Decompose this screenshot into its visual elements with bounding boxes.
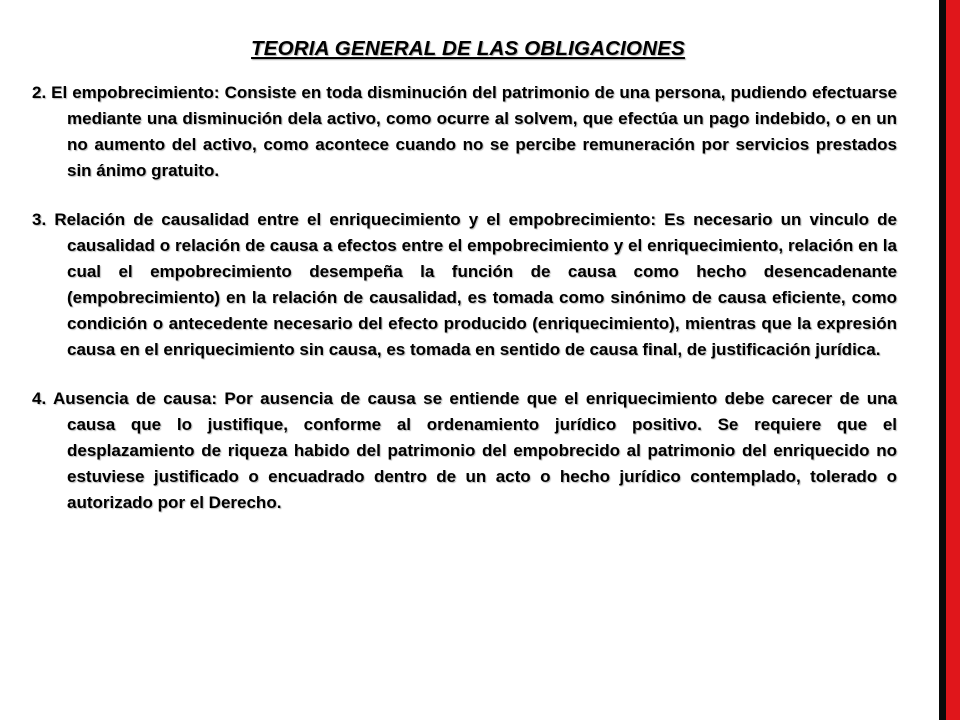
slide-body [32,80,897,539]
paragraph-relacion-causalidad: 3. Relación de causalidad entre el enriquecimiento y el empobrecimiento: Es necesario un vinculo de causalidad o relación de causa a efectos entre el empobrecimiento y el enriquecimiento, relación en la cual el empobrecimiento desempeña la función de causa como hecho desencadenante (empobrecimiento) en la relación de causalidad, es tomada como sinónimo de causa eficiente, como condición o antecedente necesario del efecto producido (enriquecimiento), mientras que la expresión causa en el enriquecimiento sin causa, es tomada en sentido de causa final, de justificación jurídica. [32,210,897,359]
side-bar-dark-stripe [939,0,946,720]
paragraph-empobrecimiento: 2. El empobrecimiento: Consiste en toda disminución del patrimonio de una persona, pudiendo efectuarse mediante una disminución dela activo, como ocurre al solvem, que efectúa un pago indebido, o en un no aumento del activo, como acontece cuando no se percibe remuneración por servicios prestados sin ánimo gratuito. [32,83,897,180]
paragraph-ausencia-causa: 4. Ausencia de causa: Por ausencia de causa se entiende que el enriquecimiento debe carecer de una causa que lo justifique, conforme al ordenamiento jurídico positivo. Se requiere que el desplazamiento de riqueza habido del patrimonio del empobrecido al patrimonio del enriquecido no estuviese justificado o encuadrado dentro de un acto o hecho jurídico contemplado, tolerado o autorizado por el Derecho. [32,389,897,512]
slide-title: TEORIA GENERAL DE LAS OBLIGACIONES [251,37,685,60]
side-bar-red-stripe [946,0,960,720]
